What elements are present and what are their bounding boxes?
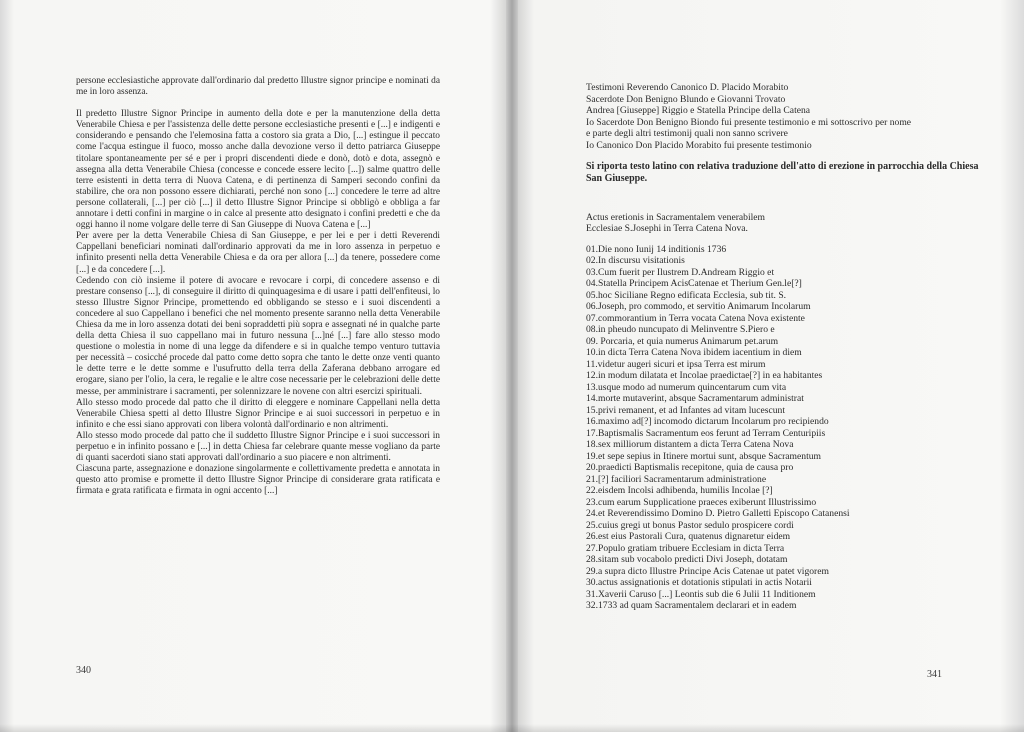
left-paragraph: Per avere per la detta Venerabile Chiesa di San Giuseppe, e per lei e per i detti Reverendi Cappellani beneficiari nominati dall'ordinario approvati da me in loro assenza in perpetuo e infinito presenti nella detta Venerabile Chiesa e da ora per allora [...] da tenere, possedere come [...] e da concedere [...]. [76,231,440,275]
numbered-line: 26.est eius Pastorali Cura, quatenus dignaretur eidem [586,531,791,543]
numbered-line: 06.Joseph, pro commodo, et servitio Animarum Incolarum [586,301,811,313]
left-paragraph: Allo stesso modo procede dal patto che il diritto di eleggere e nominare Cappellani nella detta Venerabile Chiesa spetti al detto Illustre Signor Principe e ai suoi successori in perpetuo e in infinito e che essi siano approvati con libera volontà dall'ordinario e non altrimenti. [76,397,440,430]
numbered-line: 04.Statella Principem AcisCatenae et Therium Gen.le[?] [586,278,802,290]
numbered-line: 03.Cum fuerit per Ilustrem D.Andream Riggio et [586,266,775,278]
numbered-line: 01.Die nono Iunij 14 inditionis 1736 [586,243,727,255]
numbered-line: 16.maximo ad[?] incomodo dictarum Incolarum pro recipiendo [586,416,829,428]
witness-block [586,82,986,152]
numbered-line: 14.morte mutaverint, absque Sacramentarum administrat [586,393,804,405]
numbered-line: 28.sitam sub vocabolo predicti Divi Joseph, dotatam [586,554,788,566]
numbered-line: 17.Baptismalis Sacramentum eos ferunt ad Terram Centuripiis [586,427,826,439]
latin-intro-line: Ecclesiae S.Josephi in Terra Catena Nova. [586,223,748,235]
left-paragraph: Ciascuna parte, assegnazione e donazione singolarmente e collettivamente predetta e annotata in questo atto promise e promette il detto Illustre Signor Principe di considerare grata ratificata e firmata e grata ratificata e firmata in ogni accento [...] [76,464,440,497]
numbered-line: 09. Porcaria, et quia numerus Animarum pet.arum [586,335,779,347]
numbered-line: 23.cum earum Supplicatione praeces exiberunt Illustrissimo [586,496,817,508]
section-heading: Si riporta testo latino con relativa traduzione dell'atto di erezione in parrocchia della Chiesa San Giuseppe. [586,160,979,184]
page-bottom-shadow [0,724,1024,732]
witness-line: Sacerdote Don Benigno Blundo e Giovanni Trovato [586,93,786,105]
numbered-line: 25.cuius gregi ut bonus Pastor sedulo prospicere cordi [586,519,794,531]
numbered-line: 18.sex milliorum distantem a dicta Terra Catena Nova [586,439,794,451]
numbered-line: 21.[?] faciliori Sacramentarum administratione [586,473,767,485]
right-page [512,0,1024,732]
numbered-line: 27.Populo gratiam tribuere Ecclesiam in dicta Terra [586,542,785,554]
page-number-left: 340 [76,665,91,676]
numbered-line: 15.privi remanent, et ad Infantes ad vitam lucescunt [586,404,786,416]
page-number-right: 341 [927,669,942,680]
numbered-line: 10.in dicta Terra Catena Nova ibidem iacentium in diem [586,347,802,359]
numbered-line: 24.et Reverendissimo Domino D. Pietro Galletti Episcopo Catanensi [586,508,850,520]
latin-intro [586,212,986,235]
numbered-line: 08.in pheudo nuncupato di Melinventre S.Piero e [586,324,775,336]
left-paragraph: Il predetto Illustre Signor Principe in aumento della dote e per la manutenzione della detta Venerabile Chiesa e per l'assistenza delle dette persone ecclesiastiche presenti e [...] e indigenti e considerando e pensando che l'elemosina fatta a costoro sia grata a Dio, [...] estingue il peccato come l'acqua estingue il fuoco, mosso anche dalla devozione verso il detto patriarca Giuseppe titolare spontaneamente per sé e per i propri discendenti diede e donò, dotò e dota, assegnò e assegna alla detta Venerabile Chiesa (concesse e concede essere lecito [...]) salme quattro delle terre esistenti in detta terra di Nuova Catena, e di pertinenza di Samperi secondo confini da stabilire, che ora non possono essere dichiarati, perché non sono [...] concedere le terre ad altre persone collaterali, [...] per ciò [...] il detto Illustre Signor Principe si obbligò e obbliga a far annotare i detti confini in margine o in calce al presente atto designato i confini predetti e che da oggi hanno il nome volgare delle terre di San Giuseppe di Nuova Catena e [...] [76,109,440,231]
numbered-latin-lines [586,244,986,612]
left-paragraph: persone ecclesiastiche approvate dall'ordinario dal predetto Illustre signor principe e nominati da me in loro assenza. [76,76,440,98]
latin-intro-line: Actus eretionis in Sacramentalem venerabilem [586,211,766,223]
numbered-line: 11.videtur augeri sicuri et ipsa Terra est mirum [586,358,766,370]
left-paragraph: Cedendo con ciò insieme il potere di avocare e revocare i corpi, di concedere assenso e di prestare consenso [...], di conseguire il diritto di quinquagesima e di usare i patti dell'enfiteusi, lo stesso Illustre Signor Principe, promettendo ed obbligando se stesso e i suoi discendenti a concedere al suo Cappellano i benefici che nel momento presente saranno nella detta Venerabile Chiesa da me in loro assenza dotati dei beni sopraddetti più sopra e assegnati né in qualche parte della detta Chiesa il suo cappellano mai in futuro nessuna [...]né [...] fare allo stesso modo questione o molestia in nome di una legge da difendere e si in qualche tempo venturo tuttavia per necessità – cosicché procede dal patto come detto sopra che tanto le dette onze venti quanto le dette terre e le dette somme e l'usufrutto della terra della Zaferana debbano arrogare ed erogare, siano per l'olio, la cera, le regalie e le altre cose necessarie per le celebrazioni delle dette messe, per amministrare i sacramenti, per solennizzare le novene con altri esercizi spirituali. [76,275,440,397]
numbered-line: 29.a supra dicto Illustre Principe Acis Catenae ut patet vigorem [586,565,829,577]
numbered-line: 20.praedicti Baptismalis recepitone, quia de causa pro [586,462,794,474]
numbered-line: 19.et sepe sepius in Itinere mortui sunt, absque Sacramentum [586,450,821,462]
witness-line: Testimoni Reverendo Canonico D. Placido Morabito [586,82,789,93]
left-paragraph: Allo stesso modo procede dal patto che il suddetto Illustre Signor Principe e i suoi successori in perpetuo e in infinito possano e [...] in detta Chiesa far celebrare quante messe vogliano da parte di quanti sacerdoti siano stati approvati dall'ordinario a suo piacere e non altrimenti. [76,430,440,464]
witness-line: e parte degli altri testimonij quali non sanno scrivere [586,128,788,140]
left-page-body [76,76,440,497]
numbered-line: 31.Xaverii Caruso [...] Leontis sub die 6 Julii 11 Inditionem [586,588,816,600]
numbered-line: 07.commorantium in Terra vocata Catena Nova existente [586,312,805,324]
numbered-line: 32.1733 ad quam Sacramentalem declarari et in eadem [586,600,797,612]
numbered-line: 13.usque modo ad numerum quincentarum cum vita [586,381,787,393]
numbered-line: 02.In discursu visitationis [586,255,685,267]
numbered-line: 22.eisdem Incolsi adhibenda, humilis Incolae [?] [586,485,773,497]
witness-line: Andrea [Giuseppe] Riggio e Statella Principe della Catena [586,105,811,117]
numbered-line: 12.in modum dilatata et Incolae praedictae[?] in ea habitantes [586,370,823,382]
right-page-body [586,82,986,612]
witness-line: Io Sacerdote Don Benigno Biondo fui presente testimonio e mi sottoscrivo per nome [586,116,912,128]
numbered-line: 05.hoc Siciliane Regno edificata Ecclesia, sub tit. S. [586,289,787,301]
witness-line: Io Canonico Don Placido Morabito fui presente testimonio [586,139,812,151]
numbered-line: 30.actus assignationis et dotationis stipulati in actis Notarii [586,577,812,589]
